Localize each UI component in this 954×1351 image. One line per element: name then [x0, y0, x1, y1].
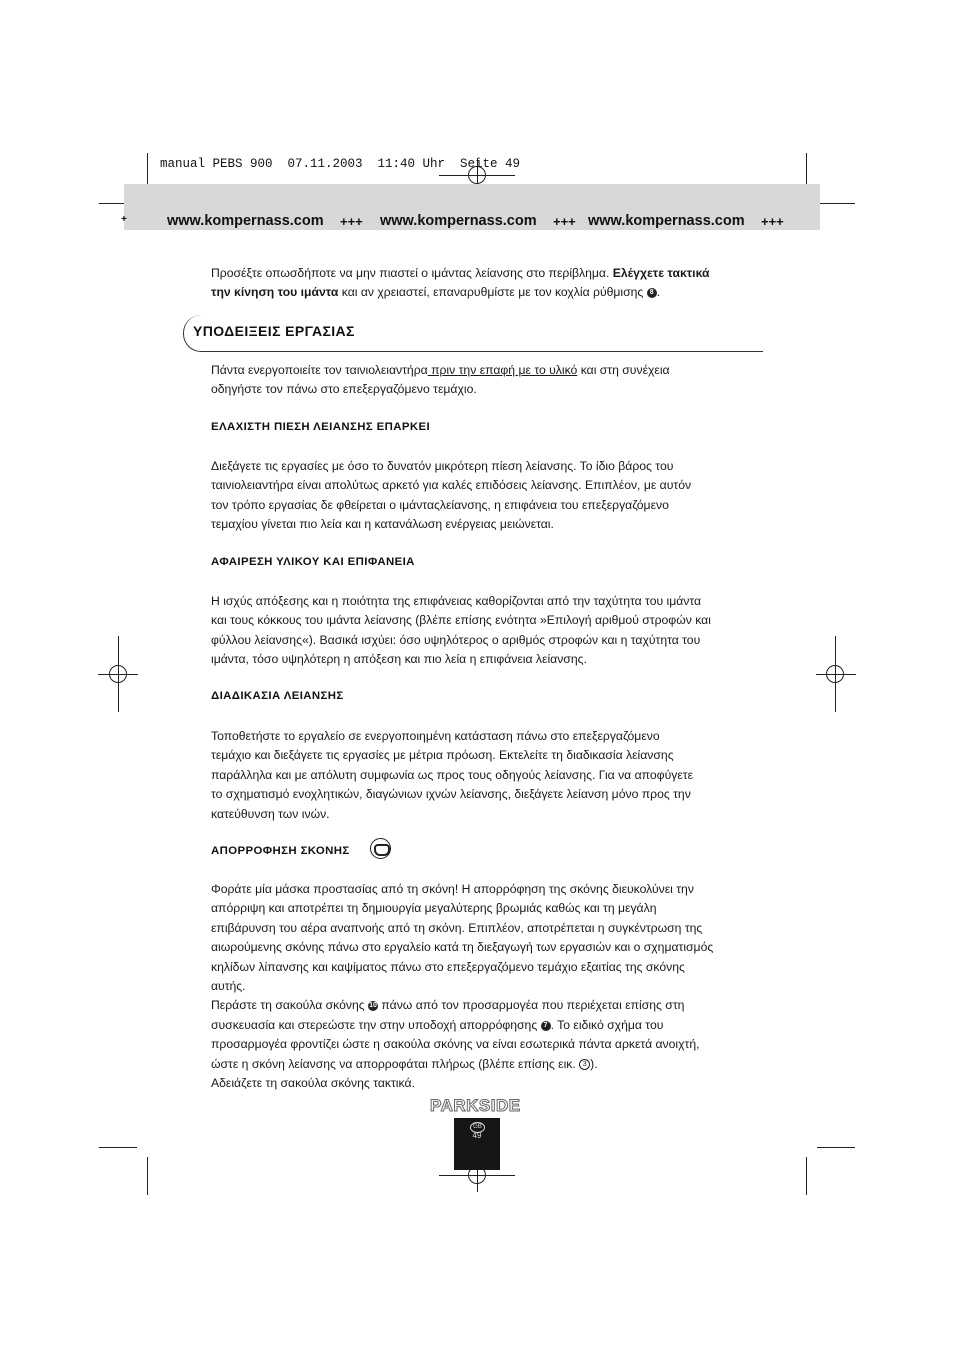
paragraph-line: κατεύθυνση των ινών. [211, 806, 330, 821]
banner-separator: +++ [553, 214, 576, 229]
intro-text: Προσέξτε οπωσδήποτε να μην πιαστεί ο ιμάντας λείανσης στο περίβλημα. [211, 266, 610, 280]
paragraph [211, 592, 767, 670]
intro-text: και αν χρειαστεί, επαναρυθμίστε με τον κοχλία ρύθμισης [341, 285, 644, 300]
paragraph [211, 727, 767, 824]
paragraph [211, 361, 767, 400]
subsection-heading: ΑΦΑΙΡΕΣΗ ΥΛΙΚΟΥ ΚΑΙ ΕΠΙΦΑΝΕΙΑ [211, 556, 415, 568]
intro-paragraph: Προσέξτε οπωσδήποτε να μην πιαστεί ο ιμάντας λείανσης στο περίβλημα. Ελέγχετε τακτικά την κίνηση του ιμάντα και αν χρειαστεί, επαναρυθμίστε με τον κοχλία ρύθμισης 8 . [211, 266, 710, 300]
paragraph [211, 880, 767, 1093]
crop-mark [147, 1157, 148, 1195]
paragraph-line: φύλλου λείανσης«). Βασικά ισχύει: όσο υψηλότερος ο αριθμός στροφών και η ταχύτητα του [211, 632, 701, 647]
paragraph-line: Τοποθετήστε το εργαλείο σε ενεργοποιημένη κατάσταση πάνω στο επεξεργαζόμενο [211, 729, 660, 743]
paragraph-text: Περάστε τη σακούλα σκόνης [211, 998, 365, 1013]
paragraph-text: Πάντα ενεργοποιείτε τον ταινιολειαντήρα [211, 363, 428, 377]
crop-mark [806, 1157, 807, 1195]
website-banner [121, 184, 820, 230]
banner-separator: +++ [340, 214, 363, 229]
page-number: 49 [472, 1131, 482, 1140]
paragraph-text: οδηγήστε τον πάνω στο επεξεργαζόμενο τεμάχιο. [211, 382, 477, 397]
paragraph-line: το σχηματισμό ενοχλητικών, διαγώνιων ιχνών λείανσης, διεξάγετε λείανση μόνο προς την [211, 787, 691, 802]
paragraph-line: επιβάρυνση του αέρα αναπνοής από τη σκόνη. Επιπλέον, αποτρέπεται η συγκέντρωση της [211, 920, 703, 935]
paragraph-line: και τους κόκκους του ιμάντα λείανσης (βλέπε επίσης ενότητα »Επιλογή αριθμού στροφών και [211, 613, 711, 628]
intro-emphasis: Ελέγχετε τακτικά [612, 266, 710, 280]
paragraph-line: προσαρμογέα φροντίζει ώστε η σακούλα σκόνης να είναι εσωτερικά πάντα αρκετά ανοιχτή, [211, 1037, 700, 1052]
paragraph-text: ώστε η σκόνη λείανσης να απορροφάται πλήρως (βλέπε επίσης εικ. [211, 1056, 576, 1071]
reference-number-badge: 8 [647, 288, 657, 298]
banner-separator: + [121, 214, 127, 225]
registration-mark-line [118, 636, 119, 712]
paragraph-line: Αδειάζετε τη σακούλα σκόνης τακτικά. [211, 1076, 415, 1091]
paragraph-line: Διεξάγετε τις εργασίες με όσο το δυνατόν μικρότερη πίεση λείανσης. Το ίδιο βάρος του [211, 459, 674, 473]
paragraph-line: αυτής. [211, 979, 246, 994]
parkside-logo: PARKSIDE [430, 1096, 521, 1115]
print-slug: manual PEBS 900 07.11.2003 11:40 Uhr Seite 49 [160, 157, 521, 171]
banner-url: www.kompernass.com [380, 213, 537, 229]
language-badge: GB [470, 1122, 485, 1133]
reference-number-badge: 10 [369, 1002, 377, 1010]
paragraph-line: απόρριψη και αποτρέπει τη δημιουργία μεγαλύτερης βρωμιάς καθώς και τη μεγάλη [211, 901, 657, 916]
paragraph-text: συσκευασία και στερεώστε την στην υποδοχή απορρόφησης [211, 1017, 538, 1032]
paragraph-line: παράλληλα και με απόλυτη συμφωνία ως προς τους οδηγούς λείανσης. Για να αποφύγετε [211, 767, 694, 782]
paragraph-line: αιωρούμενης σκόνης πάνω στο εργαλείο κατά τη διεξαγωγή των εργασιών και ο σχηματισμός [211, 940, 714, 955]
paragraph-text: ). [590, 1056, 598, 1071]
subsection-heading: ΔΙΑΔΙΚΑΣΙΑ ΛΕΙΑΝΣΗΣ [211, 690, 344, 702]
intro-emphasis: την κίνηση του ιμάντα [211, 285, 339, 300]
section-title: ΥΠΟΔΕΙΞΕΙΣ ΕΡΓΑΣΙΑΣ [193, 323, 355, 339]
registration-mark-line [816, 674, 856, 675]
subsection-heading: ΑΠΟΡΡΟΦΗΣΗ ΣΚΟΝΗΣ [211, 845, 350, 857]
paragraph-line: Φοράτε μία μάσκα προστασίας από τη σκόνη! Η απορρόφηση της σκόνης διευκολύνει την [211, 882, 694, 896]
paragraph-text: και στη συνέχεια [577, 363, 670, 377]
paragraph-line: ταινιολειαντήρα είναι απολύτως αρκετό για καλές επιδόσεις λείανσης. Επιπλέον, με αυτόν [211, 478, 692, 493]
banner-separator: +++ [761, 214, 784, 229]
dust-mask-icon [370, 838, 391, 859]
paragraph-line: ιμάντα, τόσο υψηλότερη η απόξεση και πιο λεία η επιφάνεια λείανσης. [211, 652, 587, 667]
paragraph-line: Η ισχύς απόξεσης και η ποιότητα της επιφάνειας καθορίζονται από την ταχύτητα του ιμάντα [211, 594, 702, 608]
paragraph-line: κηλίδων λίπανσης και καψίματος πάνω στο επεξεργαζόμενο τεμάχιο εξαιτίας της σκόνης [211, 959, 685, 974]
paragraph-line: τεμάχιο και διεξάγετε τις εργασίες με μέτρια πρόωση. Εκτελείτε τη διαδικασία λείανσης [211, 748, 674, 763]
paragraph [211, 457, 767, 535]
subsection-heading: ΕΛΑΧΙΣΤΗ ΠΙΕΣΗ ΛΕΙΑΝΣΗΣ ΕΠΑΡΚΕΙ [211, 421, 431, 433]
paragraph-text: πάνω από τον προσαρμογέα που περιέχεται επίσης στη [381, 998, 685, 1013]
banner-url: www.kompernass.com [167, 213, 324, 229]
page-number-box [454, 1118, 500, 1170]
paragraph-line: τον τρόπο εργασίας δε φθείρεται ο ιμάνταςλείανσης, η επιφάνεια του επεξεργαζόμενο [211, 497, 669, 512]
reference-number-badge: 7 [541, 1021, 551, 1031]
crop-mark [99, 1147, 137, 1148]
crop-mark [817, 203, 855, 204]
underlined-text: πριν την επαφή με το υλικό [427, 363, 578, 377]
registration-mark-line [835, 636, 836, 712]
banner-url: www.kompernass.com [588, 213, 745, 229]
figure-reference-badge: 3 [579, 1059, 590, 1070]
paragraph-line: τεμαχίου γίνεται πιο λεία και η κατανάλωση ενέργειας μειώνεται. [211, 517, 554, 532]
paragraph-text: . Το ειδικό σχήμα του [550, 1017, 664, 1032]
crop-mark [817, 1147, 855, 1148]
